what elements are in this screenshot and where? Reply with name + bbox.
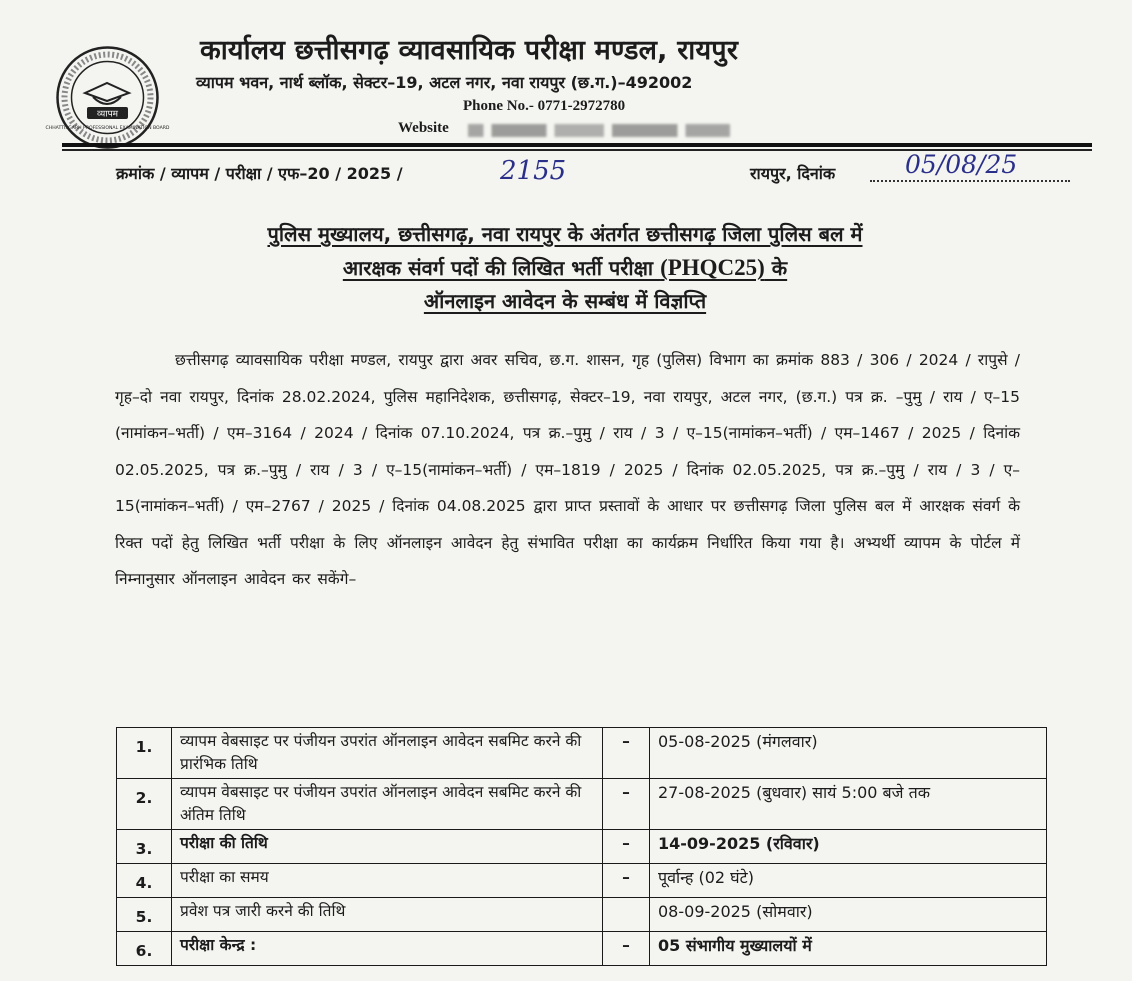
row-value: 08-09-2025 (सोमवार) [650, 898, 1047, 932]
row-value: पूर्वान्ह (02 घंटे) [650, 864, 1047, 898]
row-number: 6. [117, 932, 172, 966]
heading-line-2-end: के [764, 256, 788, 280]
row-value: 05 संभागीय मुख्यालयों में [650, 932, 1047, 966]
row-number: 1. [117, 728, 172, 779]
row-dash: – [603, 932, 650, 966]
row-number: 5. [117, 898, 172, 932]
schedule-row [117, 728, 1047, 779]
row-value: 27-08-2025 (बुधवार) सायं 5:00 बजे तक [650, 779, 1047, 830]
date-dotted-line [870, 180, 1070, 182]
row-dash: – [603, 728, 650, 779]
exam-code: (PHQC25) [660, 255, 765, 280]
reference-number: क्रमांक / व्यापम / परीक्षा / एफ–20 / 2025 / [116, 164, 403, 183]
row-dash: – [603, 830, 650, 864]
notice-heading [100, 218, 1030, 318]
reference-handwritten: 2155 [500, 156, 567, 186]
schedule-row [117, 932, 1047, 966]
heading-line-2-text: आरक्षक संवर्ग पदों की लिखित भर्ती परीक्षा [342, 256, 661, 280]
heading-line-3: ऑनलाइन आवेदन के सम्बंध में विज्ञप्ति [423, 289, 707, 313]
schedule-table [116, 727, 1047, 966]
heading-line-1: पुलिस मुख्यालय, छत्तीसगढ़, नवा रायपुर के अंतर्गत छत्तीसगढ़ जिला पुलिस बल में [267, 222, 863, 246]
row-item: व्यापम वेबसाइट पर पंजीयन उपरांत ऑनलाइन आवेदन सबमिट करने की प्रारंभिक तिथि [172, 728, 603, 779]
logo-text: व्यापम [96, 109, 119, 120]
row-number: 3. [117, 830, 172, 864]
row-item: परीक्षा का समय [172, 864, 603, 898]
row-dash: – [603, 779, 650, 830]
row-item: परीक्षा केन्द्र : [172, 932, 603, 966]
office-title: कार्यालय छत्तीसगढ़ व्यावसायिक परीक्षा मण्डल, रायपुर [200, 35, 739, 66]
heading-line-2 [343, 256, 787, 280]
row-item: प्रवेश पत्र जारी करने की तिथि [172, 898, 603, 932]
schedule-row [117, 864, 1047, 898]
notice-paragraph-text: छत्तीसगढ़ व्यावसायिक परीक्षा मण्डल, रायपुर द्वारा अवर सचिव, छ.ग. शासन, गृह (पुलिस) विभाग का क्रमांक 883 / 306 / 2024 / रापुसे / गृह–दो नवा रायपुर, दिनांक 28.02.2024, पुलिस महानिदेशक, छत्तीसगढ़, सेक्टर–19, नवा रायपुर, अटल नगर, (छ.ग.) पत्र क्र. –पुमु / राय / ए–15 (नामांकन–भर्ती) / एम–3164 / 2024 / दिनांक 07.10.2024, पत्र क्र.–पुमु / राय / 3 / ए–15(नामांकन–भर्ती) / एम–1467 / 2025 / दिनांक 02.05.2025, पत्र क्र.–पुमु / राय / 3 / ए–15(नामांकन–भर्ती) / एम–1819 / 2025 / दिनांक 02.05.2025, पत्र क्र.–पुमु / राय / 3 / ए–15(नामांकन–भर्ती) / एम–2767 / 2025 / दिनांक 04.08.2025 द्वारा प्राप्त प्रस्तावों के आधार पर छत्तीसगढ़ जिला पुलिस बल में आरक्षक संवर्ग के रिक्त पदों हेतु लिखित भर्ती परीक्षा के लिए ऑनलाइन आवेदन हेतु संभावित परीक्षा का कार्यक्रम निर्धारित किया गया है। अभ्यर्थी व्यापम के पोर्टल में निम्नानुसार ऑनलाइन आवेदन कर सकेंगे– [115, 351, 1020, 588]
date-handwritten: 05/08/25 [905, 150, 1018, 179]
website-label: Website [398, 120, 449, 136]
logo-ring-text: CHHATTISGARH PROFESSIONAL EXAMINATION BOARD [45, 126, 170, 131]
row-value: 05-08-2025 (मंगलवार) [650, 728, 1047, 779]
schedule-row [117, 830, 1047, 864]
row-dash: – [603, 864, 650, 898]
schedule-row [117, 898, 1047, 932]
row-value: 14-09-2025 (रविवार) [650, 830, 1047, 864]
row-number: 2. [117, 779, 172, 830]
office-address: व्यापम भवन, नार्थ ब्लॉक, सेक्टर–19, अटल नगर, नवा रायपुर (छ.ग.)–492002 [196, 73, 693, 92]
schedule-row [117, 779, 1047, 830]
row-item: व्यापम वेबसाइट पर पंजीयन उपरांत ऑनलाइन आवेदन सबमिट करने की अंतिम तिथि [172, 779, 603, 830]
date-label: रायपुर, दिनांक [750, 164, 836, 183]
office-phone: Phone No.- 0771-2972780 [463, 98, 626, 114]
notice-paragraph [115, 342, 1020, 598]
row-number: 4. [117, 864, 172, 898]
header-rule [62, 143, 1092, 147]
row-item: परीक्षा की तिथि [172, 830, 603, 864]
vyapam-logo [45, 45, 170, 150]
website-redacted [468, 124, 730, 137]
row-dash [603, 898, 650, 932]
